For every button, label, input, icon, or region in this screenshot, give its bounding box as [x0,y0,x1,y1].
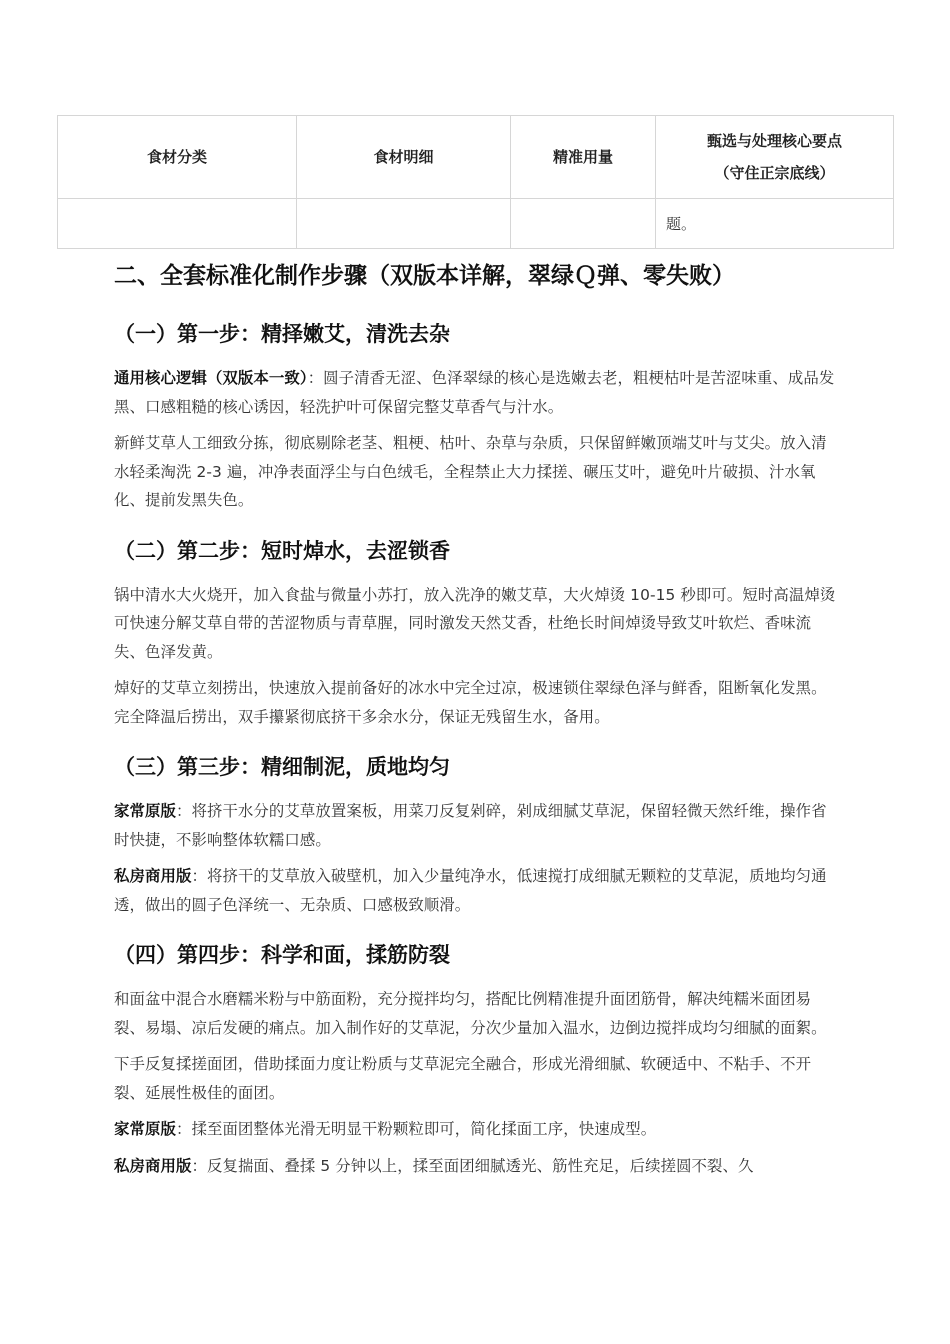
step1-p1-label: 通用核心逻辑（双版本一致） [114,369,308,387]
table-cell [58,199,297,249]
step3-p1-text: ：将挤干水分的艾草放置案板，用菜刀反复剁碎，剁成细腻艾草泥，保留轻微天然纤维，操作省时快捷，不影响整体软糯口感。 [114,802,827,849]
step4-p4-label: 私房商用版 [114,1156,192,1175]
step1-paragraph-2: 新鲜艾草人工细致分拣，彻底剔除老茎、粗梗、枯叶、杂草与杂质，只保留鲜嫩顶端艾叶与艾尖。放入清水轻柔淘洗 2-3 遍，冲净表面浮尘与白色绒毛，全程禁止大力揉搓、碾压艾叶，避免叶片破损、汁水氧化、提前发黑失色。 [114,434,827,509]
step4-title: （四）第四步：科学和面，揉筋防裂 [114,943,450,967]
step4-p3-label: 家常原版 [114,1120,176,1138]
section-title: 二、全套标准化制作步骤（双版本详解，翠绿Ｑ弹、零失败） [114,263,735,289]
step2-paragraph-2: 焯好的艾草立刻捞出，快速放入提前备好的冰水中完全过凉，极速锁住翠绿色泽与鲜香，阻断氧化发黑。完全降温后捞出，双手攥紧彻底挤干多余水分，保证无残留生水，备用。 [114,679,827,726]
step4-p3-text: ：揉至面团整体光滑无明显干粉颗粒即可，简化揉面工序，快速成型。 [175,1120,657,1138]
step4-paragraph-4 [114,1152,839,1181]
step4-paragraph-2: 下手反复揉搓面团，借助揉面力度让粉质与艾草泥完全融合，形成光滑细腻、软硬适中、不粘手、不开裂、延展性极佳的面团。 [114,1055,812,1102]
step3-p1-label: 家常原版 [114,802,176,820]
step3-p2-label: 私房商用版 [114,867,192,885]
step3-paragraph-2 [114,862,839,919]
table-header-row [58,116,894,199]
ingredients-table [57,115,894,249]
table-cell [297,199,511,249]
main-content [114,251,839,1188]
step2-paragraph-1: 锅中清水大火烧开，加入食盐与微量小苏打，放入洗净的嫩艾草，大火焯烫 10-15 秒即可。短时高温焯烫可快速分解艾草自带的苦涩物质与青草腥，同时激发天然艾香，杜绝长时间焯烫导致艾叶软烂、香味流失、色泽发黄。 [114,585,836,661]
step4-p4-text: ：反复揣面、叠揉 5 分钟以上，揉至面团细腻透光、筋性充足，后续搓圆不裂、久 [191,1156,754,1175]
step1-paragraph-1 [114,364,839,421]
table-header-category: 食材分类 [58,116,297,199]
step4-paragraph-1: 和面盆中混合水磨糯米粉与中筋面粉，充分搅拌均匀，搭配比例精准提升面团筋骨，解决纯糯米面团易裂、易塌、凉后发硬的痛点。加入制作好的艾草泥，分次少量加入温水，边倒边搅拌成均匀细腻的面絮。 [114,990,827,1037]
step2-title: （二）第二步：短时焯水，去涩锁香 [114,538,450,563]
step1-title: （一）第一步：精择嫩艾，清洗去杂 [114,322,450,346]
table-header-detail: 食材明细 [297,116,511,199]
table-header-key-points: 甄选与处理核心要点 （守住正宗底线） [656,116,894,199]
step3-p2-text: ：将挤干的艾草放入破壁机，加入少量纯净水，低速搅打成细腻无颗粒的艾草泥，质地均匀通透，做出的圆子色泽统一、无杂质、口感极致顺滑。 [114,867,827,914]
step3-paragraph-1 [114,797,839,854]
table-cell [511,199,656,249]
step4-paragraph-3 [114,1115,839,1144]
table-row [58,199,894,249]
table-header-amount: 精准用量 [511,116,656,199]
table-cell: 题。 [656,199,894,249]
step1-p1-text: ：圆子清香无涩、色泽翠绿的核心是选嫩去老，粗梗枯叶是苦涩味重、成品发黑、口感粗糙的核心诱因，轻洗护叶可保留完整艾草香气与汁水。 [114,369,835,416]
step3-title: （三）第三步：精细制泥，质地均匀 [114,755,450,779]
